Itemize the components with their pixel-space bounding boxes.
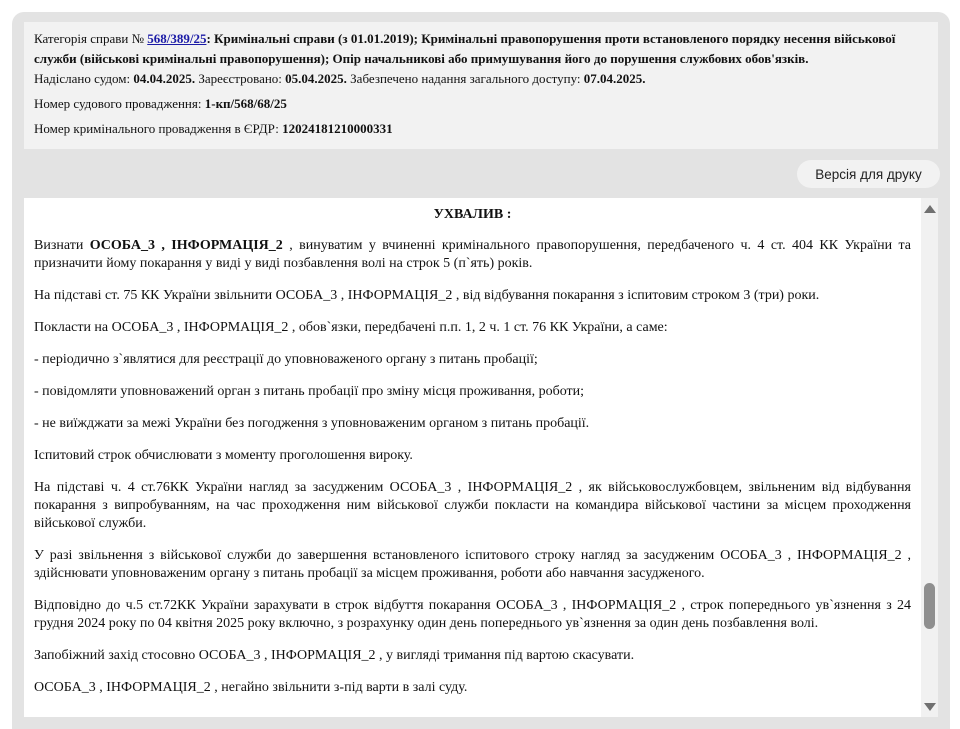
verdict-text-start: Визнати	[34, 238, 90, 253]
paragraph-release-custody: ОСОБА_3 , ІНФОРМАЦІЯ_2 , негайно звільнити з-під варти в залі суду.	[34, 680, 468, 695]
paragraph-obligations: Покласти на ОСОБА_3 , ІНФОРМАЦІЯ_2 , обов`язки, передбачені п.п. 1, 2 ч. 1 ст. 76 КК України, а саме:	[34, 320, 668, 335]
paragraph-obligation-3: - не виїжджати за межі України без погодження з уповноваженим органом з питань пробації.	[34, 416, 590, 431]
proceeding-line	[34, 94, 928, 114]
category-label: Категорія справи №	[34, 31, 148, 46]
sent-label: Надіслано судом:	[34, 71, 134, 86]
scroll-up-arrow-icon[interactable]	[924, 205, 936, 213]
case-category-line	[34, 29, 928, 69]
access-date: 07.04.2025.	[583, 71, 646, 86]
defendant-name: ОСОБА_3 , ІНФОРМАЦІЯ_2	[89, 238, 283, 253]
paragraph-probation-term: Іспитовий строк обчислювати з моменту проголошення вироку.	[34, 448, 413, 463]
case-number-link[interactable]: 568/389/25	[147, 31, 207, 46]
registered-date: 05.04.2025.	[285, 71, 347, 86]
paragraph-obligation-1: - періодично з`являтися для реєстрації до уповноваженого органу з питань пробації;	[34, 352, 538, 367]
case-info-panel	[24, 22, 938, 149]
registered-label: Зареєстровано:	[195, 71, 286, 86]
erdr-label: Номер кримінального провадження в ЄРДР:	[34, 121, 283, 136]
paragraph-supervision: На підставі ч. 4 ст.76КК України нагляд за засудженим ОСОБА_3 , ІНФОРМАЦІЯ_2 , як військовослужбовцем, звільненим від відбування покарання з випробуванням, на час проходження ним військової служби покласти на командира військової частини за місцем проходження військової служби.	[34, 480, 911, 531]
scrollbar-thumb[interactable]	[924, 583, 935, 629]
category-text: : Кримінальні справи (з 01.01.2019); Кримінальні правопорушення проти встановленого порядку несення військової служби (військові кримінальні правопорушення); Опір начальникові або примушування його до порушення службових обов'язків.	[34, 31, 896, 66]
scroll-down-arrow-icon[interactable]	[924, 703, 936, 711]
dates-line	[34, 69, 928, 89]
paragraph-discharge: У разі звільнення з військової служби до завершення встановленого іспитового строку нагляд за засудженим ОСОБА_3 , ІНФОРМАЦІЯ_2 , здійснювати уповноваженим органу з питань пробації за місцем проживання, роботи або навчання засудженого.	[34, 548, 911, 581]
proceeding-number: 1-кп/568/68/25	[204, 96, 287, 111]
erdr-line	[34, 119, 928, 139]
print-version-button[interactable]: Версія для друку	[797, 160, 940, 188]
access-label: Забезпечено надання загального доступу:	[346, 71, 584, 86]
document-text	[24, 198, 921, 717]
paragraph-verdict	[34, 237, 911, 273]
paragraph-obligation-2: - повідомляти уповноважений орган з питань пробації про зміну місця проживання, роботи;	[34, 384, 585, 399]
verdict-text-end: , винуватим у вчиненні кримінального правопорушення, передбаченого ч. 4 ст. 404 КК України та призначити йому покарання у виді у виді позбавлення волі на строк 5 (п`ять) років.	[34, 238, 911, 271]
paragraph-release: На підставі ст. 75 КК України звільнити ОСОБА_3 , ІНФОРМАЦІЯ_2 , від відбування покарання з іспитовим строком 3 (три) роки.	[34, 288, 820, 303]
resolution-heading: УХВАЛИВ :	[433, 207, 512, 222]
sent-date: 04.04.2025.	[133, 71, 196, 86]
vertical-scrollbar[interactable]	[921, 198, 938, 717]
paragraph-measure: Запобіжний захід стосовно ОСОБА_3 , ІНФОРМАЦІЯ_2 , у вигляді тримання під вартою скасувати.	[34, 648, 635, 663]
paragraph-credit: Відповідно до ч.5 ст.72КК України зарахувати в строк відбуття покарання ОСОБА_3 , ІНФОРМАЦІЯ_2 , строк попереднього ув`язнення з 24 грудня 2024 року по 04 квітня 2025 року включно, з розрахунку один день попереднього ув`язнення за один день позбавлення волі.	[34, 598, 911, 631]
proceeding-label: Номер судового провадження:	[34, 96, 205, 111]
erdr-number: 12024181210000331	[282, 121, 393, 136]
